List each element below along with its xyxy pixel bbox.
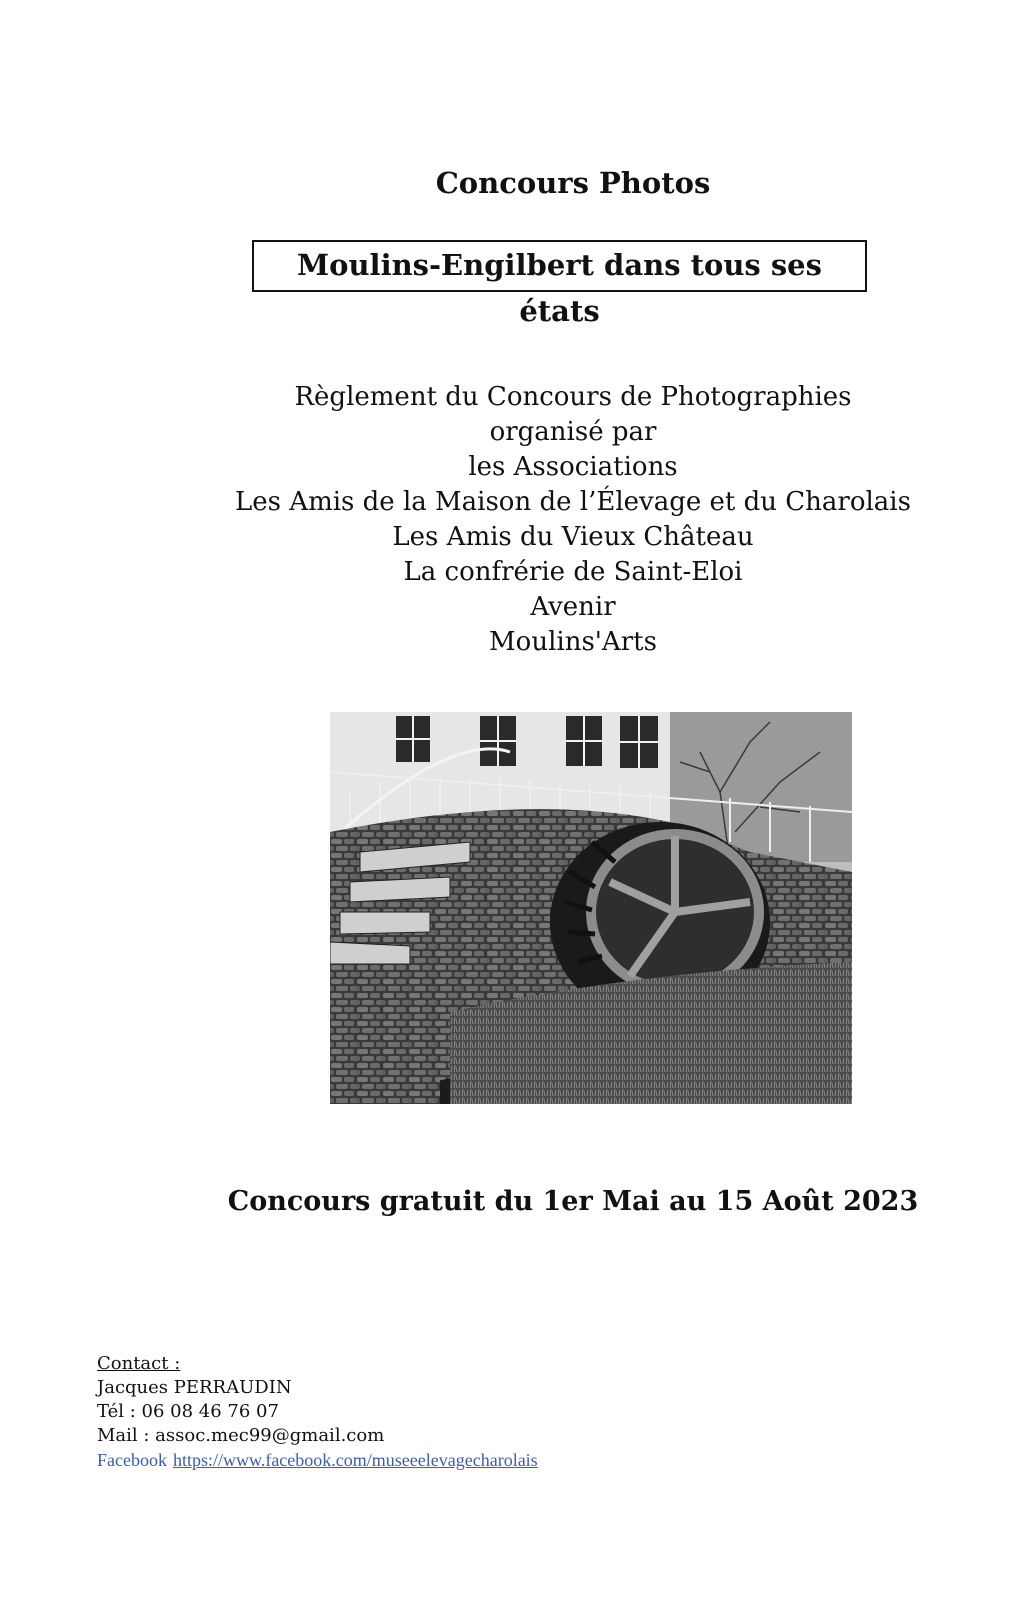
rules-line: La confrérie de Saint-Eloi (403, 557, 743, 587)
page-title: Concours Photos (435, 166, 711, 200)
contact-label: Contact : (97, 1353, 181, 1374)
rules-line: Moulins'Arts (489, 627, 657, 657)
facebook-link[interactable]: https://www.facebook.com/museeelevagecharolais (172, 1450, 538, 1470)
contest-theme-box: Moulins-Engilbert dans tous ses états (252, 240, 867, 292)
water-wheel-photo (330, 712, 852, 1104)
rules-block (0, 380, 1013, 660)
facebook-label: Facebook (97, 1450, 167, 1470)
rules-line: Règlement du Concours de Photographies (294, 382, 852, 412)
contest-dates: Concours gratuit du 1er Mai au 15 Août 2023 (227, 1186, 919, 1217)
rules-line: Les Amis du Vieux Château (392, 522, 754, 552)
rules-line: Avenir (530, 592, 616, 622)
rules-line: Les Amis de la Maison de l’Élevage et du Charolais (235, 487, 911, 517)
water-wheel-illustration (330, 712, 852, 1104)
contact-email: Mail : assoc.mec99@gmail.com (97, 1425, 385, 1446)
rules-line: organisé par (489, 417, 657, 447)
contact-block (97, 1352, 538, 1472)
contact-phone: Tél : 06 08 46 76 07 (97, 1401, 279, 1422)
contact-name: Jacques PERRAUDIN (97, 1377, 292, 1398)
facebook-row (97, 1448, 538, 1472)
rules-line: les Associations (468, 452, 678, 482)
